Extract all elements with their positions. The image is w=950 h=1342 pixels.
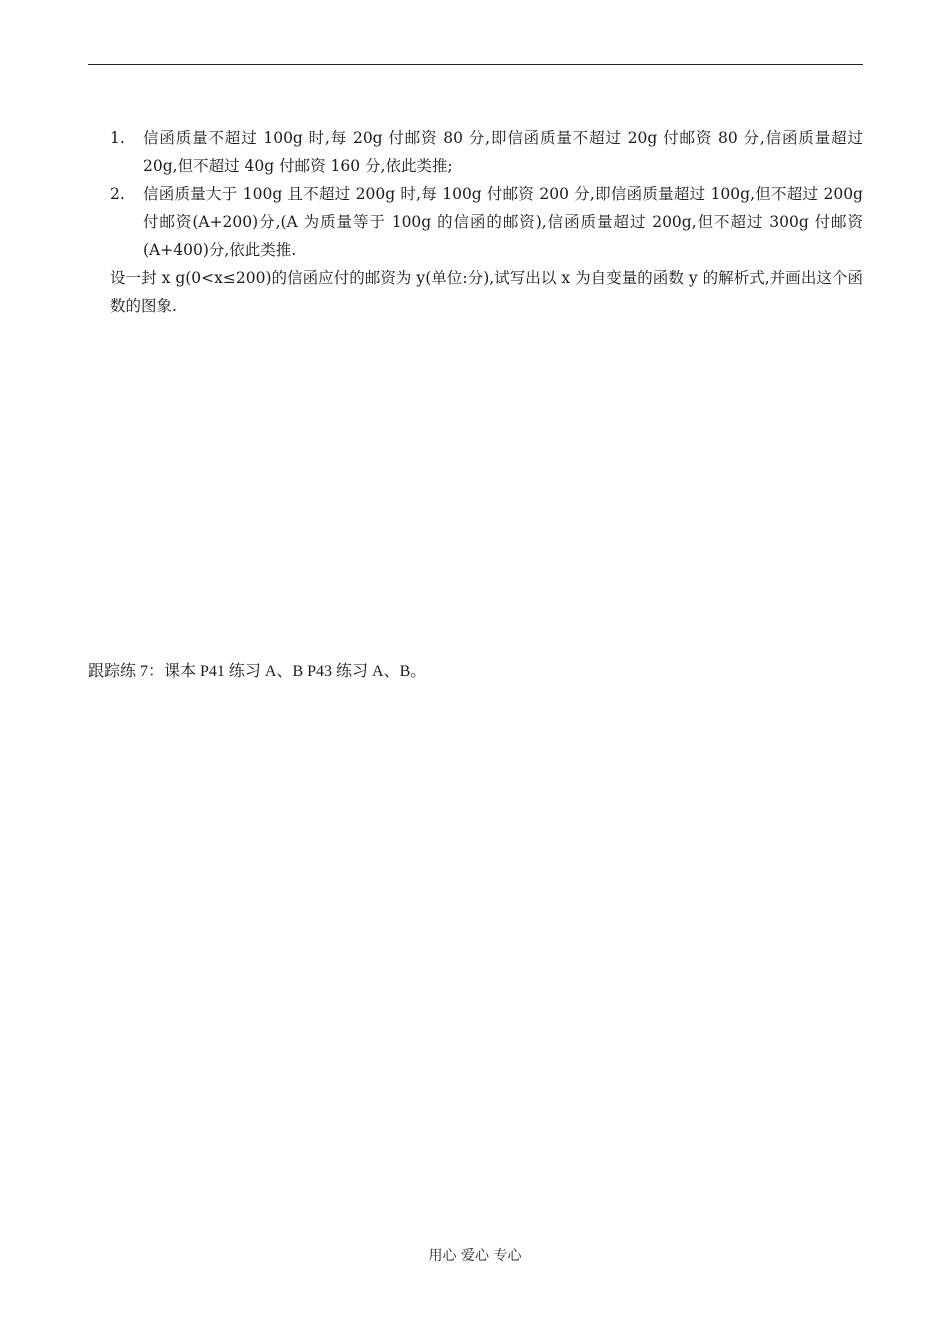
header-rule	[88, 64, 863, 65]
item-text: 信函质量不超过 100g 时,每 20g 付邮资 80 分,即信函质量不超过 20g 付邮资 80 分,信函质量超过 20g,但不超过 40g 付邮资 160 分,依此类推;	[143, 129, 863, 175]
followup-exercise: 跟踪练 7：课本 P41 练习 A、B P43 练习 A、B。	[88, 663, 427, 680]
item-text: 信函质量大于 100g 且不超过 200g 时,每 100g 付邮资 200 分,即信函质量超过 100g,但不超过 200g 付邮资(A+200)分,(A 为质量等于 100g 的信函的邮资),信函质量超过 200g,但不超过 300g 付邮资(A+400)分,依此类推.	[143, 185, 863, 259]
list-item	[88, 124, 863, 180]
question-text: 设一封 x g(0<x≤200)的信函应付的邮资为 y(单位:分),试写出以 x 为自变量的函数 y 的解析式,并画出这个函数的图象.	[110, 269, 863, 315]
page-footer: 用心 爱心 专心	[428, 1248, 522, 1264]
item-number: 2.	[110, 185, 125, 203]
list-item	[88, 180, 863, 264]
item-number: 1.	[110, 129, 125, 147]
problem-body	[88, 124, 863, 320]
